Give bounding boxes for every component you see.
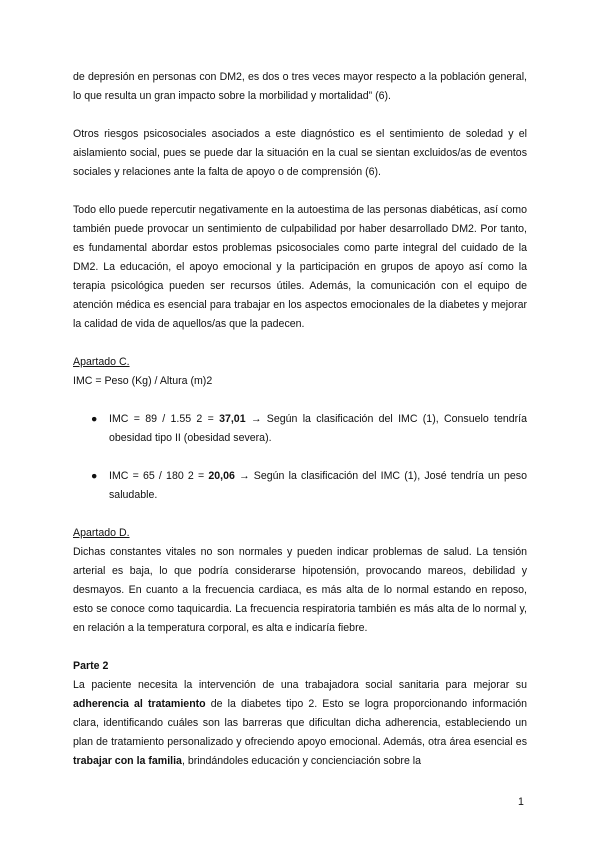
paragraph-parte-2: La paciente necesita la intervención de una trabajadora social sanitaria para mejorar su adherencia al tratamiento de la diabetes tipo 2. Esto se logra proporcionando información clara, identificando cuáles son las barreras que dificultan dicha adherencia, estableciendo un plan de tratamiento personalizado y ofreciendo apoyo emocional. Además, otra área esencial es trabajar con la familia, brindándoles educación y concienciación sobre la [73, 679, 527, 767]
bullet-icon: ● [91, 413, 98, 425]
imc-list [73, 410, 527, 505]
paragraph-autoestima: Todo ello puede repercutir negativamente en la autoestima de las personas diabéticas, así como también puede provocar un sentimiento de culpabilidad por haber desarrollado DM2. Por tanto, es fundamental abordar estos problemas psicosociales como parte integral del cuidado de la DM2. La educación, el apoyo emocional y la participación en grupos de apoyo así como la terapia psicológica pueden ser recursos útiles. Además, la comunicación con el equipo de atención médica es esencial para trabajar en los aspectos emocionales de la diabetes y mejorar la calidad de vida de aquellos/as que la padecen. [73, 204, 527, 330]
apartado-d-title: Apartado D. [73, 527, 130, 539]
imc-formula: IMC = Peso (Kg) / Altura (m)2 [73, 375, 213, 387]
list-item: ● IMC = 89 / 1.55 2 = 37,01 → Según la clasificación del IMC (1), Consuelo tendría obesidad tipo II (obesidad severa). [73, 410, 527, 448]
page-number: 1 [518, 796, 524, 808]
list-item: ● IMC = 65 / 180 2 = 20,06 → Según la clasificación del IMC (1), José tendría un peso saludable. [73, 467, 527, 505]
bold-familia: trabajar con la familia [73, 755, 182, 767]
paragraph-riesgos: Otros riesgos psicosociales asociados a este diagnóstico es el sentimiento de soledad y el aislamiento social, pues se puede dar la situación en la cual se sientan excluidos/as de eventos sociales y relaciones ante la falta de apoyo o de comprensión (6). [73, 128, 527, 178]
document-page [73, 68, 527, 771]
list-spacer [73, 448, 527, 467]
apartado-d-heading [73, 524, 527, 543]
bold-adherencia: adherencia al tratamiento [73, 698, 206, 710]
paragraph-constantes: Dichas constantes vitales no son normales y pueden indicar problemas de salud. La tensión arterial es baja, lo que podría considerarse hipotensión, provocando mareos, debilidad y desmayos. En cuanto a la frecuencia cardiaca, es más alta de lo normal estando en reposo, esto se conoce como taquicardia. La frecuencia respiratoria también es más alta de lo normal y, en relación a la temperatura corporal, es alta e indicaría fiebre. [73, 546, 527, 634]
imc-value: 37,01 [219, 413, 246, 425]
paragraph-depresion: de depresión en personas con DM2, es dos o tres veces mayor respecto a la población general, lo que resulta un gran impacto sobre la morbilidad y mortalidad” (6). [73, 71, 527, 102]
apartado-c-heading [73, 353, 527, 372]
imc-value: 20,06 [208, 470, 235, 482]
bullet-icon: ● [91, 470, 98, 482]
parte-2-heading: Parte 2 [73, 660, 109, 672]
apartado-c-title: Apartado C. [73, 356, 130, 368]
